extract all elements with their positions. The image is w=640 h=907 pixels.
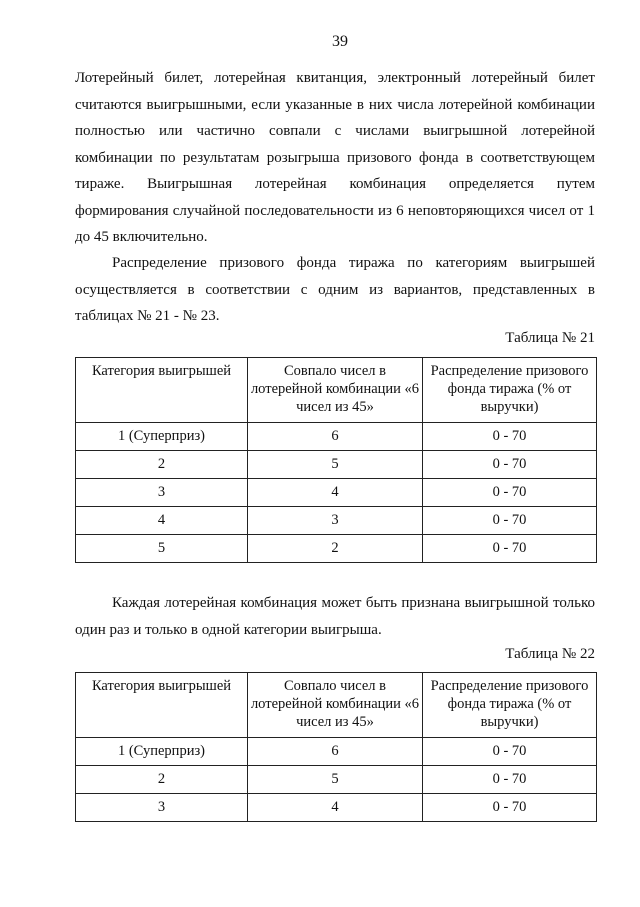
cell-matched: 6 [248,738,423,766]
header-category: Категория выигрышей [76,673,248,738]
table-22-caption: Таблица № 22 [505,646,595,662]
table-row [76,794,597,822]
cell-category: 1 (Суперприз) [76,423,248,451]
cell-matched: 3 [248,507,423,535]
paragraph-winning-ticket-definition: Лотерейный билет, лотерейная квитанция, электронный лотерейный билет считаются выигрышными, если указанные в них числа лотерейной комбинации полностью или частично совпали с числами выигрышной лотерейной комбинации по результатам розыгрыша призового фонда в соответствующем тираже. Выигрышная лотерейная комбинация определяется путем формирования случайной последовательности из 6 неповторяющихся чисел от 1 до 45 включительно. [75,70,595,245]
table-row [76,507,597,535]
header-category: Категория выигрышей [76,358,248,423]
cell-category: 2 [76,451,248,479]
header-matched-numbers: Совпало чисел в лотерейной комбинации «6 чисел из 45» [248,673,423,738]
cell-matched: 2 [248,535,423,563]
cell-category: 4 [76,507,248,535]
table-row [76,535,597,563]
cell-matched: 4 [248,794,423,822]
table-row [76,738,597,766]
cell-category: 3 [76,479,248,507]
cell-matched: 5 [248,766,423,794]
cell-distribution: 0 - 70 [423,479,597,507]
table-21-caption: Таблица № 21 [505,330,595,346]
cell-distribution: 0 - 70 [423,451,597,479]
cell-category: 3 [76,794,248,822]
cell-distribution: 0 - 70 [423,423,597,451]
cell-distribution: 0 - 70 [423,535,597,563]
cell-matched: 5 [248,451,423,479]
paragraph-prize-fund-distribution: Распределение призового фонда тиража по категориям выигрышей осуществляется в соответствии с одним из вариантов, представленных в таблицах № 21 - № 23. [75,255,595,324]
table-row [76,423,597,451]
header-matched-numbers: Совпало чисел в лотерейной комбинации «6 чисел из 45» [248,358,423,423]
table-row [76,766,597,794]
table-row [76,479,597,507]
header-prize-distribution: Распределение призового фонда тиража (% от выручки) [423,358,597,423]
prize-table-22 [75,672,597,822]
header-prize-distribution: Распределение призового фонда тиража (% от выручки) [423,673,597,738]
cell-distribution: 0 - 70 [423,507,597,535]
table-header-row [76,673,597,738]
cell-category: 2 [76,766,248,794]
table-header-row [76,358,597,423]
cell-distribution: 0 - 70 [423,766,597,794]
cell-distribution: 0 - 70 [423,738,597,766]
page-number: 39 [332,33,348,50]
cell-matched: 6 [248,423,423,451]
cell-matched: 4 [248,479,423,507]
table-row [76,451,597,479]
cell-category: 1 (Суперприз) [76,738,248,766]
paragraph-single-category-rule: Каждая лотерейная комбинация может быть признана выигрышной только один раз и только в одной категории выигрыша. [75,595,595,638]
cell-category: 5 [76,535,248,563]
prize-table-21 [75,357,597,563]
cell-distribution: 0 - 70 [423,794,597,822]
